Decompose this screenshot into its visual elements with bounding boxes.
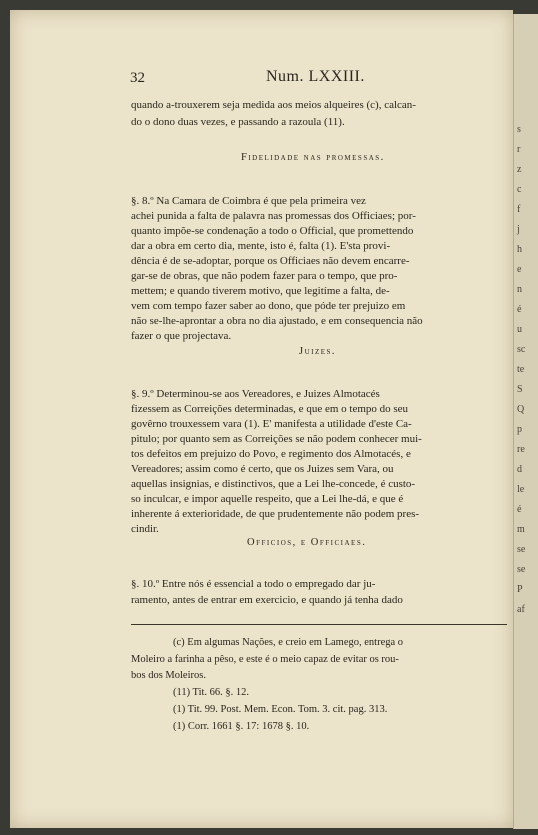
body-line: mettem; e quando tiverem motivo, que legitíme a falta, de- bbox=[131, 285, 390, 297]
footnote-line: (1) Tit. 99. Post. Mem. Econ. Tom. 3. cit. pag. 313. bbox=[173, 704, 388, 715]
body-line: tos defeitos em prejuizo do Povo, e regimento dos Almotacés, e bbox=[131, 448, 411, 460]
edge-fragment: s bbox=[517, 124, 521, 135]
body-line: gar-se de obras, que não podem fazer para o tempo, que pro- bbox=[131, 270, 398, 282]
edge-fragment: re bbox=[517, 444, 525, 455]
body-line: dar a obra em certo dia, mente, isto é, falta (1). E'sta provi- bbox=[131, 240, 391, 252]
edge-fragment: e bbox=[517, 264, 522, 275]
body-line: quando a-trouxerem seja medida aos meios alqueires (c), calcan- bbox=[131, 99, 416, 111]
edge-fragment: se bbox=[517, 544, 526, 555]
edge-fragment: d bbox=[517, 464, 522, 475]
page-number: 32 bbox=[130, 70, 145, 86]
edge-fragment: p bbox=[517, 424, 522, 435]
body-line: quanto impõe-se condenação a todo o Official, que promettendo bbox=[131, 225, 414, 237]
edge-fragment: j bbox=[517, 224, 520, 235]
body-line: ramento, antes de entrar em exercicio, e quando já tenha dado bbox=[131, 594, 403, 606]
edge-fragment: P bbox=[517, 584, 523, 595]
body-line: so inculcar, e impor aquelle respeito, que a Lei lhe-dá, e que é bbox=[131, 493, 404, 505]
body-line: não se-lhe-aprontar a obra no dia ajustado, e em consequencia não bbox=[131, 315, 423, 327]
footnote-line: (1) Corr. 1661 §. 17: 1678 §. 10. bbox=[173, 721, 310, 732]
edge-fragment: n bbox=[517, 284, 522, 295]
body-line: govêrno trouxessem vara (1). E' manifesta a utilidade d'este Ca- bbox=[131, 418, 412, 430]
footnote-line: Moleiro a farinha a pêso, e este é o meio capaz de evitar os rou- bbox=[131, 654, 399, 665]
body-line: §. 9.º Determinou-se aos Vereadores, e Juizes Almotacés bbox=[131, 388, 380, 400]
edge-fragment: m bbox=[517, 524, 525, 535]
body-line: fazer o que projectava. bbox=[131, 330, 232, 342]
section-heading: Officios, e Officiaes. bbox=[247, 537, 367, 548]
edge-fragment: Q bbox=[517, 404, 525, 415]
body-line: §. 10.º Entre nós é essencial a todo o empregado dar ju- bbox=[131, 578, 376, 590]
edge-fragment: S bbox=[517, 384, 523, 395]
edge-fragment: é bbox=[517, 304, 522, 315]
edge-fragment: c bbox=[517, 184, 522, 195]
body-line: fizessem as Correições determinadas, e que em o tempo do seu bbox=[131, 403, 409, 415]
body-line: Vereadores; assim como é certo, que os Juizes sem Vara, ou bbox=[131, 463, 394, 475]
running-head: Num. LXXIII. bbox=[266, 68, 365, 85]
footnote-line: (11) Tit. 66. §. 12. bbox=[173, 687, 250, 698]
edge-fragment: se bbox=[517, 564, 526, 575]
section-heading: Fidelidade nas promessas. bbox=[241, 152, 385, 163]
footnote-line: (c) Em algumas Nações, e creio em Lamego, entrega o bbox=[173, 637, 404, 648]
edge-fragment: h bbox=[517, 244, 522, 255]
edge-fragment: r bbox=[517, 144, 521, 155]
section-heading: Juizes. bbox=[299, 346, 337, 357]
edge-fragment: f bbox=[517, 204, 521, 215]
body-line: dência é de se-adoptar, porque os Officiaes não devem encarre- bbox=[131, 255, 410, 267]
body-line: achei punida a falta de palavra nas promessas dos Officiaes; por- bbox=[131, 210, 416, 222]
body-line: §. 8.º Na Camara de Coimbra é que pela primeira vez bbox=[131, 195, 366, 207]
edge-fragment: af bbox=[517, 604, 525, 615]
body-line: cindir. bbox=[131, 523, 159, 535]
edge-fragment: z bbox=[517, 164, 522, 175]
body-line: vem com tempo fazer saber ao dono, que póde ter prejuizo em bbox=[131, 300, 406, 312]
body-line: aquellas insignias, e distinctivos, que a Lei lhe-concede, é custo- bbox=[131, 478, 416, 490]
edge-fragment: é bbox=[517, 504, 522, 515]
footnote-rule bbox=[131, 624, 507, 625]
body-line: pitulo; por quanto sem as Correições se não podem conhecer mui- bbox=[131, 433, 422, 445]
next-page-edge bbox=[513, 14, 538, 829]
edge-fragment: le bbox=[517, 484, 525, 495]
body-line: inherente á exterioridade, de que prudentemente não podem pres- bbox=[131, 508, 420, 520]
edge-fragment: te bbox=[517, 364, 525, 375]
body-line: do o dono duas vezes, e passando a razoula (11). bbox=[131, 116, 345, 128]
edge-fragment: sc bbox=[517, 344, 526, 355]
footnote-line: bos dos Moleiros. bbox=[131, 670, 206, 681]
edge-fragment: u bbox=[517, 324, 522, 335]
